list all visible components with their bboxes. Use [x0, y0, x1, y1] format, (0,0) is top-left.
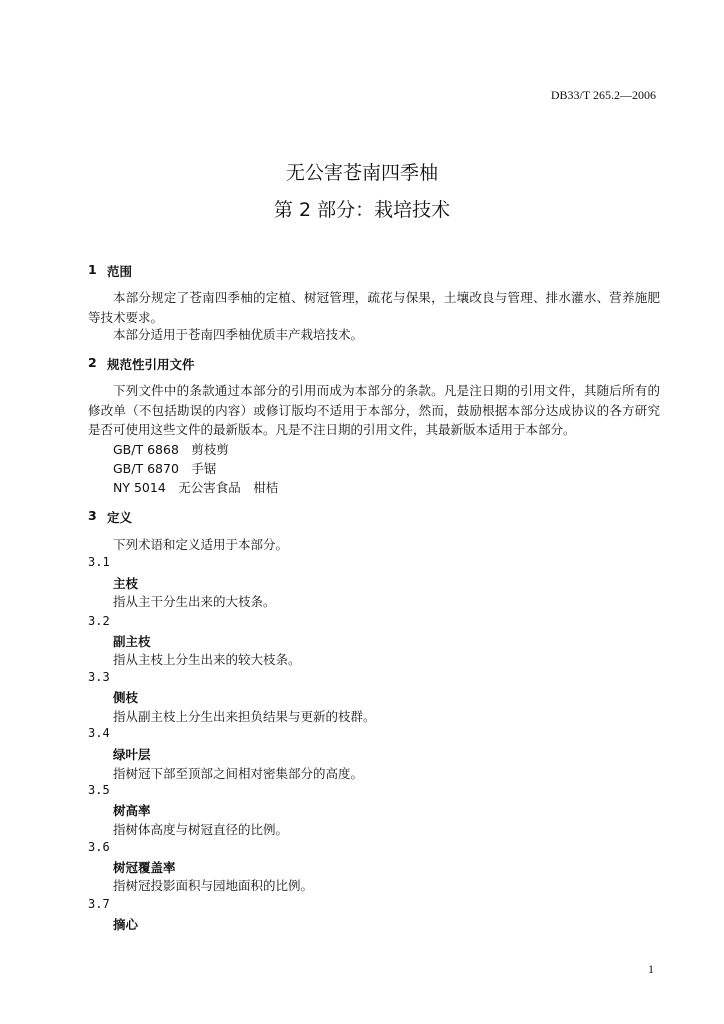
clause-number: 3.2: [88, 614, 110, 628]
term-definition: 指从副主枝上分生出来担负结果与更新的枝群。: [113, 709, 376, 724]
term-definition: 指从主干分生出来的大枝条。: [113, 594, 276, 609]
clause-number: 3.3: [88, 670, 110, 684]
clause-number: 3.6: [88, 840, 110, 854]
term-name: 副主枝: [113, 634, 151, 649]
page-number: 1: [648, 962, 654, 976]
section-1-paragraph-1: 本部分规定了苍南四季柚的定植、树冠管理，疏花与保果，土壤改良与管理、排水灌水、营养施肥等技术要求。: [88, 290, 660, 325]
clause-number: 3.4: [88, 726, 110, 740]
section-3-heading: 定义: [107, 510, 133, 525]
standard-number: DB33/T 265.2—2006: [550, 88, 656, 102]
term-definition: 指树冠投影面积与园地面积的比例。: [113, 878, 314, 893]
term-name: 绿叶层: [113, 747, 151, 762]
term-definition: 指树冠下部至顶部之间相对密集部分的高度。: [113, 766, 364, 781]
term-name: 树高率: [113, 803, 151, 818]
section-2-number: 2: [88, 355, 97, 370]
section-1-number: 1: [88, 262, 97, 277]
clause-number: 3.7: [88, 897, 110, 911]
document-subtitle: 第 2 部分：栽培技术: [273, 199, 451, 221]
document-title: 无公害苍南四季柚: [285, 162, 438, 184]
section-2-paragraph-1: 下列文件中的条款通过本部分的引用而成为本部分的条款。凡是注日期的引用文件，其随后所有的修改单（不包括勘误的内容）或修订版均不适用于本部分，然而，鼓励根据本部分达成协议的各方研究是否可使用这些文件的最新版本。凡是不注日期的引用文件，其最新版本适用于本部分。: [88, 383, 660, 437]
term-name: 摘心: [113, 917, 139, 932]
term-name: 侧枝: [113, 690, 139, 705]
reference-item: NY 5014 无公害食品 柑桔: [113, 480, 279, 495]
term-definition: 指树体高度与树冠直径的比例。: [113, 822, 289, 837]
term-name: 树冠覆盖率: [113, 860, 176, 875]
section-3-number: 3: [88, 508, 97, 523]
reference-item: GB/T 6868 剪枝剪: [113, 442, 229, 457]
clause-number: 3.5: [88, 783, 110, 797]
term-name: 主枝: [113, 576, 139, 591]
section-3-intro: 下列术语和定义适用于本部分。: [113, 537, 289, 552]
term-definition: 指从主枝上分生出来的较大枝条。: [113, 652, 301, 667]
reference-item: GB/T 6870 手锯: [113, 461, 217, 476]
section-1-paragraph-2: 本部分适用于苍南四季柚优质丰产栽培技术。: [113, 327, 364, 342]
clause-number: 3.1: [88, 555, 110, 569]
section-1-heading: 范围: [107, 264, 133, 279]
section-2-heading: 规范性引用文件: [107, 357, 195, 372]
